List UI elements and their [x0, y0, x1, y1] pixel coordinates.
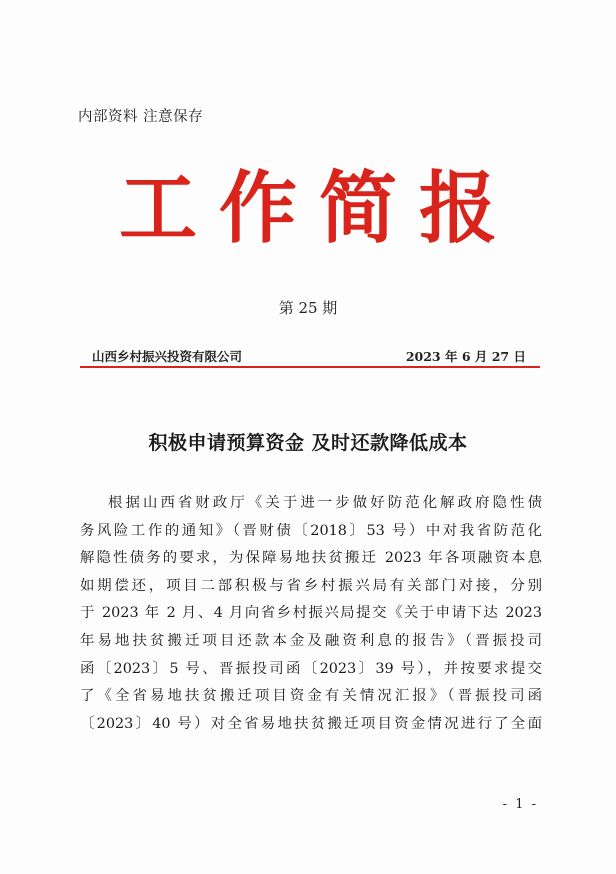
classification-note: 内部资料 注意保存 — [78, 109, 204, 125]
body-line: 解隐性债务的要求，为保障易地扶贫搬迁 2023 年各项融资本息 — [80, 550, 542, 567]
masthead-char: 简 — [318, 164, 397, 254]
body-line: 〔2023〕40 号）对全省易地扶贫搬迁项目资金情况进行了全面 — [80, 715, 542, 732]
body-line: 根据山西省财政厅《关于进一步做好防范化解政府隐性债 — [108, 495, 542, 511]
issue-date: 2023 年 6 月 27 日 — [405, 349, 526, 364]
issuer-date-row — [92, 347, 526, 365]
masthead-char: 报 — [418, 164, 497, 254]
masthead-char: 工 — [118, 164, 197, 254]
body-line: 年易地扶贫搬迁项目还款本金及融资利息的报告》（晋振投司 — [80, 632, 542, 649]
issue-number: 第 25 期 — [278, 299, 338, 317]
body-line: 如期偿还，项目二部积极与省乡村振兴局有关部门对接，分别 — [80, 577, 542, 594]
body-line: 于 2023 年 2 月、4 月向省乡村振兴局提交《关于申请下达 2023 — [80, 605, 542, 622]
body-line: 务风险工作的通知》（晋财债〔2018〕53 号）中对我省防范化 — [80, 522, 542, 539]
issuer-organization: 山西乡村振兴投资有限公司 — [92, 349, 243, 364]
page-number: - 1 - — [502, 797, 538, 812]
body-paragraph — [80, 490, 542, 738]
masthead-char: 作 — [218, 164, 297, 254]
article-title: 积极申请预算资金 及时还款降低成本 — [148, 432, 468, 454]
body-line: 了《全省易地扶贫搬迁项目资金有关情况汇报》（晋振投司函 — [80, 688, 542, 705]
red-divider-line — [80, 366, 540, 368]
masthead-title — [0, 163, 616, 255]
article-body — [80, 490, 542, 738]
body-line: 函〔2023〕5 号、晋振投司函〔2023〕39 号），并按要求提交 — [80, 660, 542, 677]
